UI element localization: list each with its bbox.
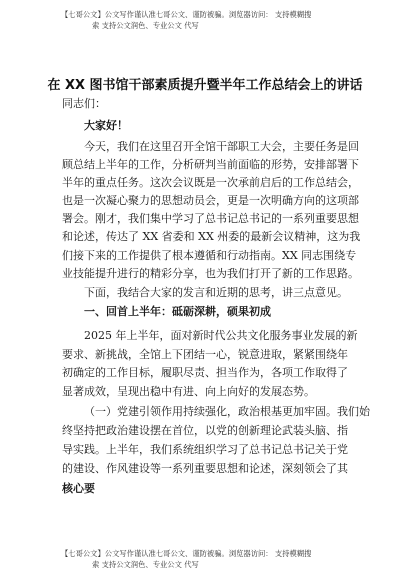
header-line-1: 【七哥公文】公文写作谨认准七哥公文、谨防被骗。浏览器访问： 支持模糊搜 (61, 10, 312, 19)
greeting: 大家好！ (84, 119, 128, 132)
section-heading: 一、回首上半年：砥砺深耕，硕果初成 (84, 305, 271, 318)
paragraph-line: 和论述，传达了 XX 省委和 XX 州委的最新会议精神，这为我 (62, 230, 361, 243)
document-title: 在 XX 图书馆干部素质提升暨半年工作总结会上的讲话 (47, 78, 363, 93)
paragraph-line: 终坚持把政治建设摆在首位，以党的创新理论武装头脑、指 (62, 424, 348, 437)
paragraph-line: 顾总结上半年的工作，分析研判当前面临的形势，安排部署下 (62, 158, 359, 171)
paragraph-line: 业技能提升进行的精彩分享，也为我们打开了新的工作思路。 (62, 267, 359, 280)
header-line-2: 索 支持公文润色、专业公文 代写 (92, 21, 199, 30)
paragraph-line: 半年的重点任务。这次会议既是一次承前启后的工作总结会， (62, 176, 359, 189)
paragraph-line: 下面，我结合大家的发言和近期的思考，讲三点意见。 (84, 286, 348, 299)
paragraph-line: 们接下来的工作提供了根本遵循和行动指南。XX 同志围绕专 (62, 249, 357, 262)
paragraph-line: 导实践。上半年，我们系统组织学习了总书记总书记关于党 (62, 443, 348, 456)
salutation: 同志们： (62, 97, 106, 110)
footer-line-1: 【七哥公文】公文写作谨认准七哥公文、谨防被骗。浏览器访问： 支持模糊搜 (61, 549, 312, 558)
paragraph-line: 核心要 (62, 482, 95, 495)
paragraph-line: 2025 年上半年，面对新时代公共文化服务事业发展的新 (84, 329, 358, 342)
paragraph-line: 显著成效，呈现出稳中有进、向上向好的发展态势。 (62, 385, 315, 398)
paragraph-line: 的建设、作风建设等一系列重要思想和论述，深刻领会了其 (62, 462, 348, 475)
footer-line-2: 索 支持公文润色、专业公文 代写 (92, 560, 199, 569)
paragraph-line: 也是一次凝心聚力的思想动员会，更是一次明确方向的这项部 (62, 194, 359, 207)
paragraph-line: 署会。刚才，我们集中学习了总书记总书记的一系列重要思想 (62, 212, 359, 225)
paragraph-line: 要求、新挑战，全馆上下团结一心，锐意进取，紧紧围绕年 (62, 348, 348, 361)
paragraph-line: （一）党建引领作用持续强化，政治根基更加牢固。我们始 (84, 405, 370, 418)
paragraph-line: 今天，我们在这里召开全馆干部职工大会，主要任务是回 (84, 140, 359, 153)
paragraph-line: 初确定的工作目标，履职尽责、担当作为，各项工作取得了 (62, 366, 348, 379)
